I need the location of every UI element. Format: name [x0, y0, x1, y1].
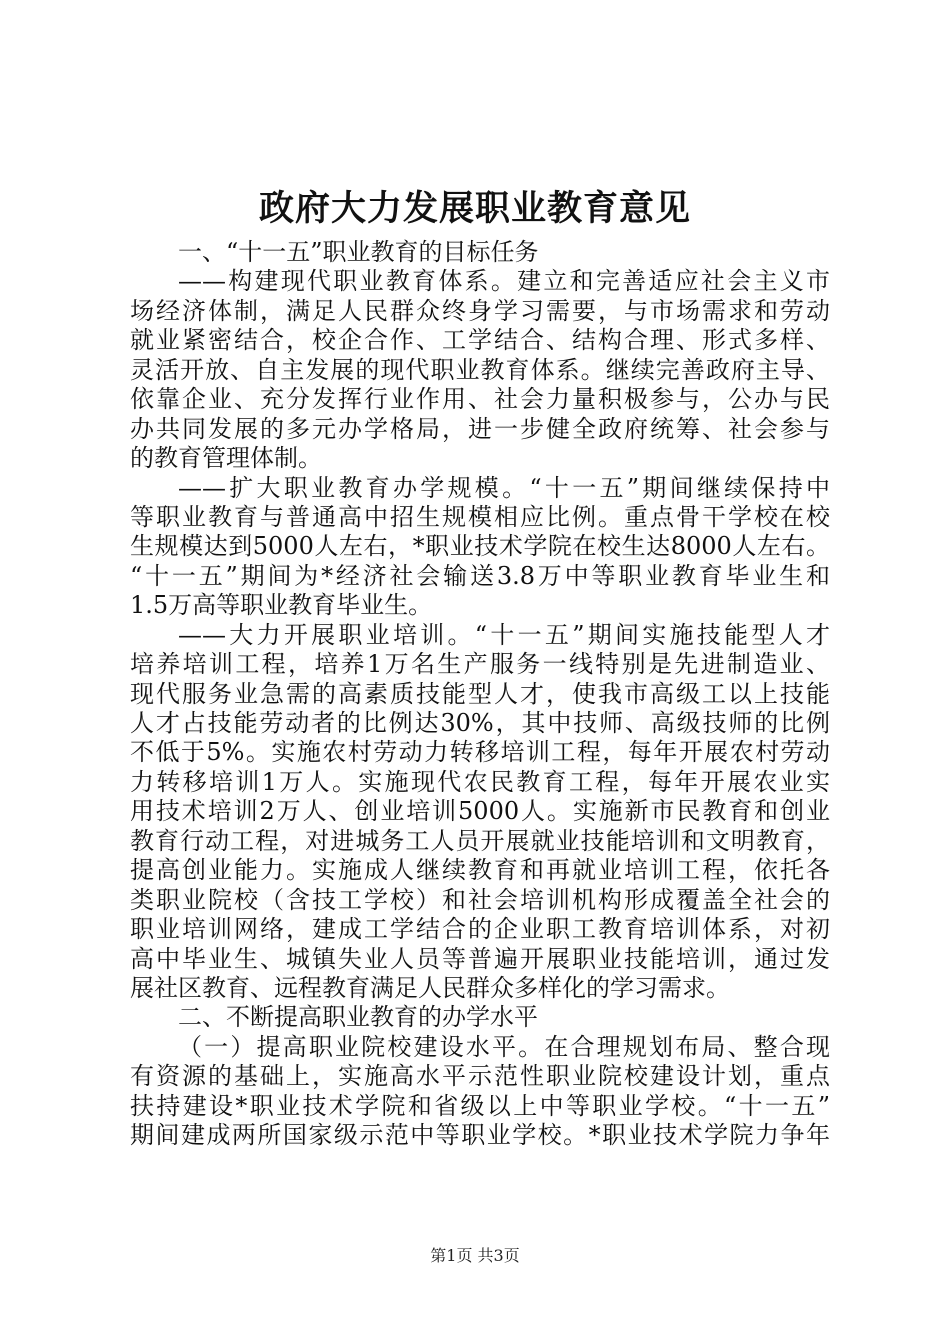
text-line: 类职业院校（含技工学校）和社会培训机构形成覆盖全社会的 [130, 885, 830, 914]
text-line: 提高创业能力。实施成人继续教育和再就业培训工程，依托各 [130, 856, 830, 885]
page-footer: 第1页 共3页 [430, 1246, 520, 1265]
document-title: 政府大力发展职业教育意见 [258, 188, 691, 229]
text-line: 1.5万高等职业教育毕业生。 [130, 591, 433, 620]
text-line: 场经济体制，满足人民群众终身学习需要，与市场需求和劳动 [130, 296, 830, 325]
text-line: “十一五”期间为*经济社会输送3.8万中等职业教育毕业生和 [130, 561, 830, 590]
text-line: 二、不断提高职业教育的办学水平 [178, 1003, 538, 1032]
text-line: 人才占技能劳动者的比例达30%，其中技师、高级技师的比例 [130, 709, 830, 737]
text-line: ——扩大职业教育办学规模。“十一五”期间继续保持中 [178, 473, 830, 502]
text-line: 依靠企业、充分发挥行业作用、社会力量积极参与，公办与民 [130, 385, 830, 414]
text-line: ——大力开展职业培训。“十一五”期间实施技能型人才 [178, 620, 830, 649]
text-line: （一）提高职业院校建设水平。在合理规划布局、整合现 [178, 1032, 830, 1061]
text-line: 高中毕业生、城镇失业人员等普遍开展职业技能培训，通过发 [130, 944, 830, 973]
text-line: 生规模达到5000人左右，*职业技术学院在校生达8000人左右。 [130, 532, 830, 561]
text-line: 教育行动工程，对进城务工人员开展就业技能培训和文明教育， [130, 826, 830, 855]
text-line: 有资源的基础上，实施高水平示范性职业院校建设计划，重点 [130, 1062, 830, 1091]
text-line: 就业紧密结合，校企合作、工学结合、结构合理、形式多样、 [130, 326, 830, 355]
text-line: ——构建现代职业教育体系。建立和完善适应社会主义市 [178, 267, 830, 296]
text-line: 期间建成两所国家级示范中等职业学校。*职业技术学院力争年 [130, 1121, 830, 1150]
text-line: 培养培训工程，培养1万名生产服务一线特别是先进制造业、 [130, 650, 830, 679]
text-line: 办共同发展的多元办学格局，进一步健全政府统筹、社会参与 [130, 414, 830, 443]
document-body [130, 238, 830, 1151]
text-line: 用技术培训2万人、创业培训5000人。实施新市民教育和创业 [130, 797, 830, 826]
text-line: 灵活开放、自主发展的现代职业教育体系。继续完善政府主导、 [130, 355, 830, 384]
text-line: 职业培训网络，建成工学结合的企业职工教育培训体系，对初 [130, 915, 830, 944]
text-line: 力转移培训1万人。实施现代农民教育工程，每年开展农业实 [130, 767, 830, 796]
text-line: 现代服务业急需的高素质技能型人才，使我市高级工以上技能 [130, 679, 830, 708]
text-line: 不低于5%。实施农村劳动力转移培训工程，每年开展农村劳动 [130, 738, 830, 767]
text-line: 扶持建设*职业技术学院和省级以上中等职业学校。“十一五” [130, 1091, 830, 1120]
text-line: 等职业教育与普通高中招生规模相应比例。重点骨干学校在校 [130, 502, 830, 531]
text-line: 的教育管理体制。 [130, 444, 322, 473]
text-line: 一、“十一五”职业教育的目标任务 [178, 238, 539, 266]
text-line: 展社区教育、远程教育满足人民群众多样化的学习需求。 [130, 973, 730, 1002]
